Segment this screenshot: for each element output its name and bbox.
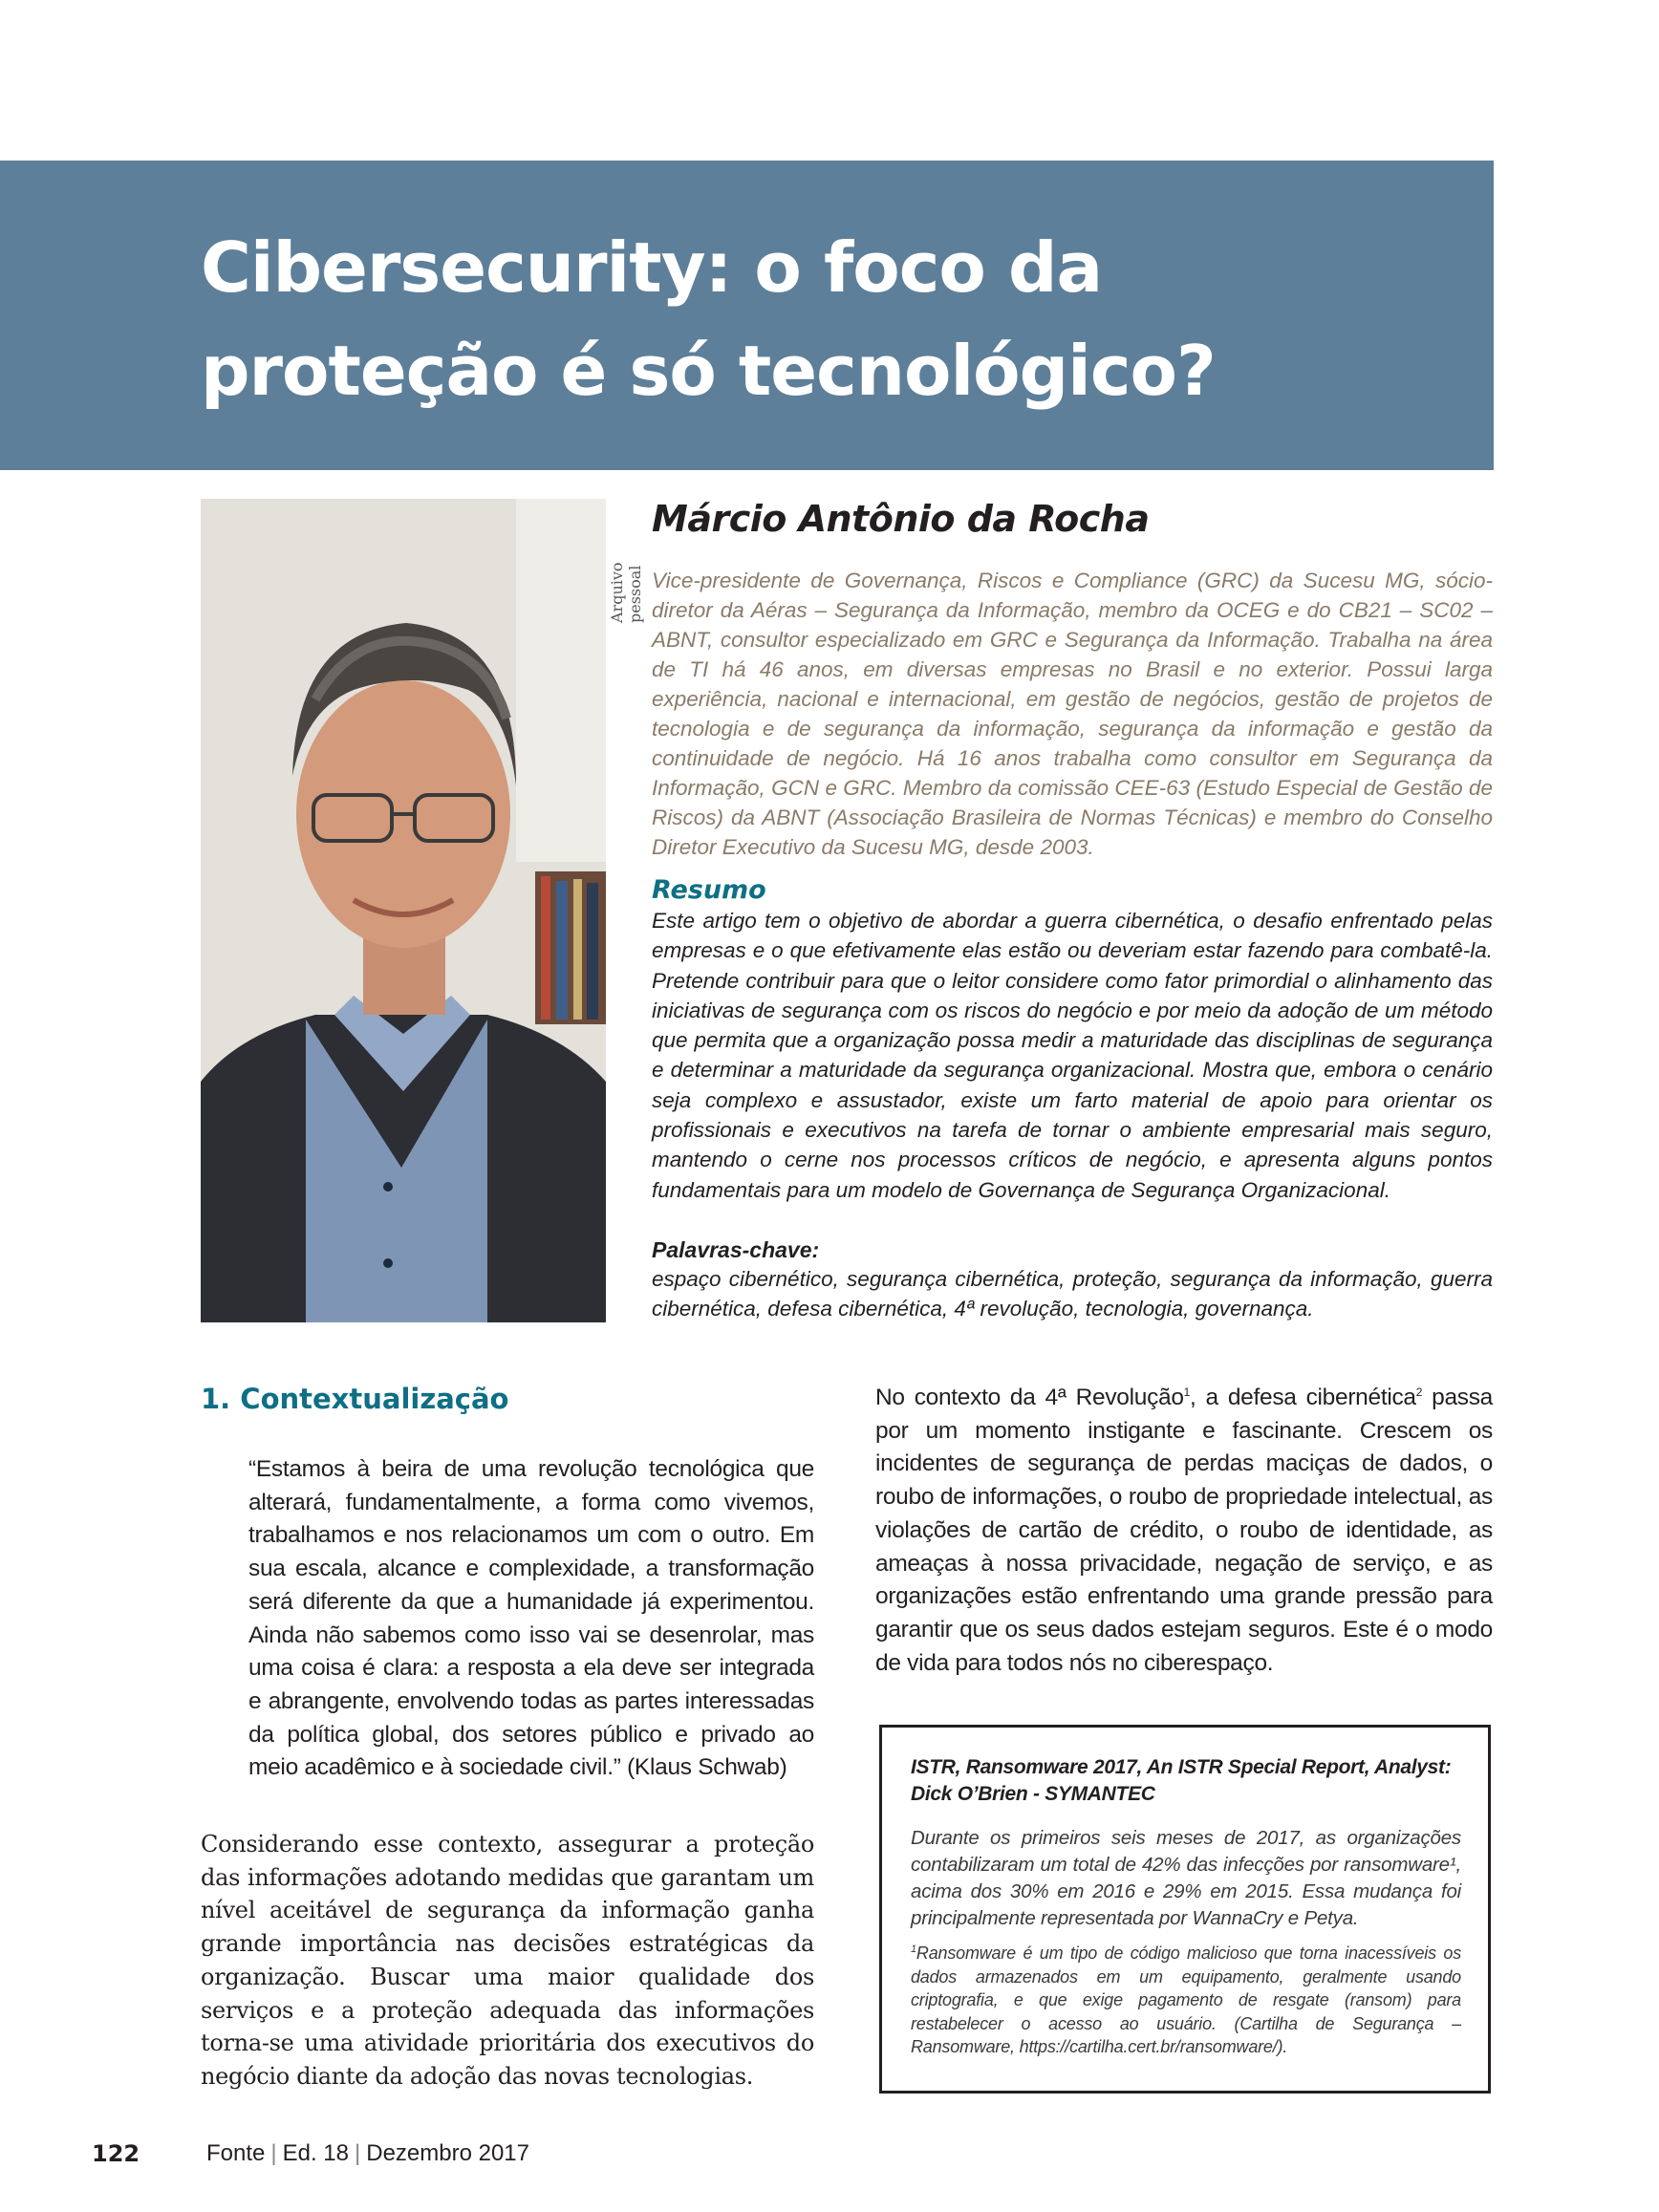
body-right-part-3: passa por um momento instigante e fascinante. Crescem os incidentes de segurança de perdas maciças de dados, o roubo de informações, o roubo de propriedade intelectual, as violações de cartão de crédito, o roubo de identidade, as ameaças à nossa privacidade, negação de serviço, e as organizações estão enfrentando uma grande pressão para garantir que os seus dados estejam seguros. Este é o modo de vida para todos nós no ciberespaço. — [875, 1385, 1493, 1676]
sidebar-footnote-text: Ransomware é um tipo de código malicioso que torna inacessíveis os dados armazenados em um equipamento, geralmente usando criptografia, e que exige pagamento de resgate (ransom) para restabelecer o acesso ao usuário. (Cartilha de Segurança – Ransomware, https://cartilha.cert.br/ransomware/). — [911, 1944, 1461, 2056]
photo-credit: Arquivo pessoal — [608, 562, 644, 623]
page-footer — [92, 2137, 761, 2175]
body-paragraph-left: Considerando esse contexto, assegurar a proteção das informações adotando medidas que garantam um nível aceitável de segurança da informação ganha grande importância nas decisões estratégicas da organização. Buscar uma maior qualidade dos serviços e a proteção adequada das informações torna-se uma atividade prioritária dos executivos do negócio diante da adoção das novas tecnologias. — [201, 1831, 814, 2090]
keywords-heading: Palavras-chave: — [652, 1237, 820, 1262]
article-title — [201, 216, 1443, 422]
body-right-part-1: No contexto da 4ª Revolução — [875, 1385, 1184, 1410]
footer-edition: Ed. 18 — [282, 2140, 349, 2166]
abstract-heading: Resumo — [652, 875, 766, 905]
abstract-text: Este artigo tem o objetivo de abordar a guerra cibernética, o desafio enfrentado pelas empresas e o que efetivamente elas estão ou deveriam estar fazendo para combatê-la. Pretende contribuir para que o leitor considere como fator primordial o alinhamento das iniciativas de segurança com os riscos do negócio e por meio da adoção de um método que permita que a organização possa medir a maturidade das disciplinas de segurança e determinar a maturidade da segurança organizacional. Mostra que, embora o cenário seja complexo e assustador, existe um farto material de apoio para orientar os profissionais e executivos na tarefa de tornar o ambiente empresarial mais seguro, mantendo o cerne nos processos críticos de negócio, e apresenta alguns pontos fundamentais para um modelo de Governança de Segurança Organizacional. — [652, 909, 1493, 1202]
footer-citation — [206, 2137, 529, 2171]
footer-publication: Fonte — [206, 2140, 266, 2166]
sidebar-title: ISTR, Ransomware 2017, An ISTR Special Report, Analyst: Dick O’Brien - SYMANTEC — [911, 1756, 1452, 1805]
footnote-ref-1: 1 — [1183, 1385, 1191, 1399]
author-name: Márcio Antônio da Rocha — [652, 498, 1150, 540]
page-number: 122 — [92, 2140, 140, 2167]
footer-separator: | — [355, 2140, 361, 2166]
sidebar-text: Durante os primeiros seis meses de 2017, as organizações contabilizaram um total de 42% das infecções por ransomware¹, acima dos 30% em 2016 e 29% em 2015. Essa mudança foi principalmente representada por WannaCry e Petya. — [911, 1827, 1461, 1929]
epigraph-quote: “Estamos à beira de uma revolução tecnológica que alterará, fundamentalmente, a forma como vivemos, trabalhamos e nos relacionamos um com o outro. Em sua escala, alcance e complexidade, a transformação será diferente da que a humanidade já experimentou. Ainda não sabemos como isso vai se desenrolar, mas uma coisa é clara: a resposta a ela deve ser integrada e abrangente, envolvendo todas as partes interessadas da política global, dos setores público e privado ao meio acadêmico e à sociedade civil.” (Klaus Schwab) — [248, 1456, 814, 1781]
footer-separator: | — [270, 2140, 277, 2166]
article-title-line-2: proteção é só tecnológico? — [201, 331, 1216, 411]
sidebar-box — [879, 1725, 1491, 2094]
section-heading: 1. Contextualização — [201, 1383, 509, 1415]
body-right-part-2: , a defesa cibernética — [1190, 1385, 1416, 1410]
body-paragraph-right — [875, 1382, 1493, 1680]
footer-date: Dezembro 2017 — [366, 2140, 529, 2166]
sidebar-footnote — [911, 1942, 1461, 2059]
author-photo — [201, 499, 606, 1322]
footnote-ref-2: 2 — [1415, 1385, 1423, 1399]
author-bio: Vice-presidente de Governança, Riscos e Compliance (GRC) da Sucesu MG, sócio-diretor da Aéras – Segurança da Informação, membro da OCEG e do CB21 – SC02 – ABNT, consultor especializado em GRC e Segurança da Informação. Trabalha na área de TI há 46 anos, em diversas empresas no Brasil e no exterior. Possui larga experiência, nacional e internacional, em gestão de negócios, gestão de projetos de tecnologia e de segurança da informação, segurança da informação e gestão da continuidade de negócio. Há 16 anos trabalha como consultor em Segurança da Informação, GCN e GRC. Membro da comissão CEE-63 (Estudo Especial de Gestão de Riscos) da ABNT (Associação Brasileira de Normas Técnicas) e membro do Conselho Diretor Executivo da Sucesu MG, desde 2003. — [652, 569, 1493, 859]
sidebar-footnote-marker: 1 — [911, 1944, 916, 1955]
article-title-line-1: Cibersecurity: o foco da — [201, 227, 1103, 308]
keywords-text: espaço cibernético, segurança cibernética, proteção, segurança da informação, guerra cibernética, defesa cibernética, 4ª revolução, tecnologia, governança. — [652, 1267, 1493, 1321]
